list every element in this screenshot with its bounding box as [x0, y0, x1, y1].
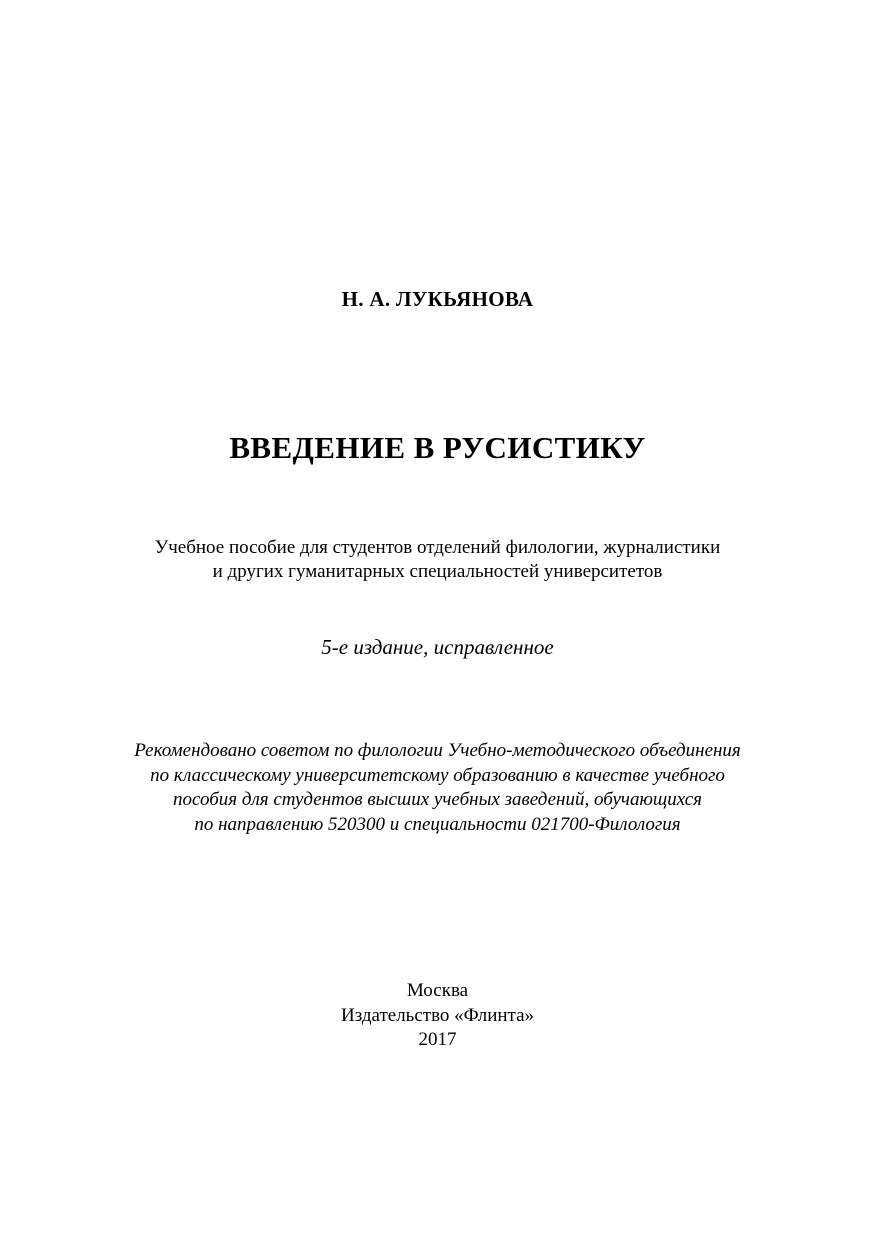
imprint-year: 2017 — [418, 1029, 457, 1050]
recommendation-line-1: Рекомендовано советом по филологии Учебно-методического объединения — [134, 740, 741, 761]
imprint-publisher: Издательство «Флинта» — [340, 1004, 535, 1026]
book-title: ВВЕДЕНИЕ В РУСИСТИКУ — [229, 430, 646, 465]
recommendation-note — [0, 739, 875, 837]
recommendation-line-3: пособия для студентов высших учебных заведений, обучающихся — [173, 789, 702, 810]
imprint-city: Москва — [406, 980, 469, 1001]
recommendation-line-4: по направлению 520300 и специальности 021700-Филология — [194, 813, 681, 835]
book-subtitle — [0, 536, 875, 584]
author-name: Н. А. ЛУКЬЯНОВА — [341, 287, 534, 311]
publication-imprint — [0, 979, 875, 1053]
recommendation-line-2: по классическому университетскому образованию в качестве учебного — [150, 764, 725, 786]
edition-note: 5-е издание, исправленное — [321, 635, 554, 659]
subtitle-line-2: и других гуманитарных специальностей университетов — [212, 561, 663, 582]
subtitle-line-1: Учебное пособие для студентов отделений филологии, журналистики — [154, 537, 721, 558]
